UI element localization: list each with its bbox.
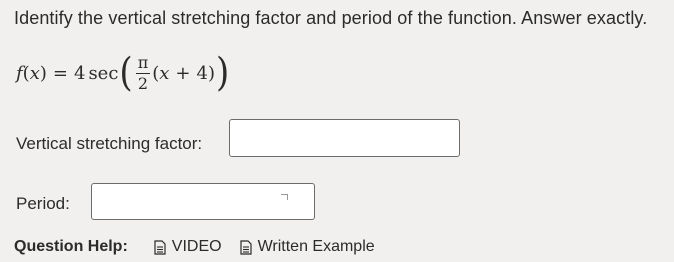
- equals-sign: =: [52, 62, 68, 84]
- function-variable: x: [29, 62, 40, 84]
- fraction-numerator: π: [137, 53, 149, 72]
- argument-variable: x: [159, 62, 170, 84]
- question-prompt: Identify the vertical stretching factor and period of the function. Answer exactly.: [14, 8, 648, 28]
- question-help-label: Question Help:: [14, 238, 128, 255]
- vertical-stretching-input[interactable]: [229, 119, 460, 157]
- document-icon: [154, 240, 166, 255]
- function-formula: f ( x ) = 4 sec ( $\frac{\pi}{2}$ ( x + 4 ) ): [16, 50, 230, 97]
- written-example-link[interactable]: [240, 238, 375, 256]
- question-help: [14, 238, 393, 256]
- written-example-link-label: Written Example: [257, 238, 375, 255]
- video-link-label: VIDEO: [171, 238, 222, 255]
- document-icon: [240, 240, 252, 255]
- argument-constant: 4: [196, 62, 208, 84]
- plus-sign: +: [175, 62, 191, 84]
- mouse-cursor-icon: [281, 194, 288, 200]
- video-link[interactable]: [154, 238, 222, 256]
- coefficient: 4: [73, 62, 86, 84]
- vertical-stretching-label: Vertical stretching factor:: [16, 134, 203, 153]
- fraction: [136, 54, 151, 92]
- function-name: f: [16, 62, 23, 84]
- period-input[interactable]: [91, 183, 315, 220]
- period-label: Period:: [16, 194, 70, 213]
- fraction-denominator: 2: [137, 73, 149, 93]
- secant-function: sec: [88, 62, 119, 84]
